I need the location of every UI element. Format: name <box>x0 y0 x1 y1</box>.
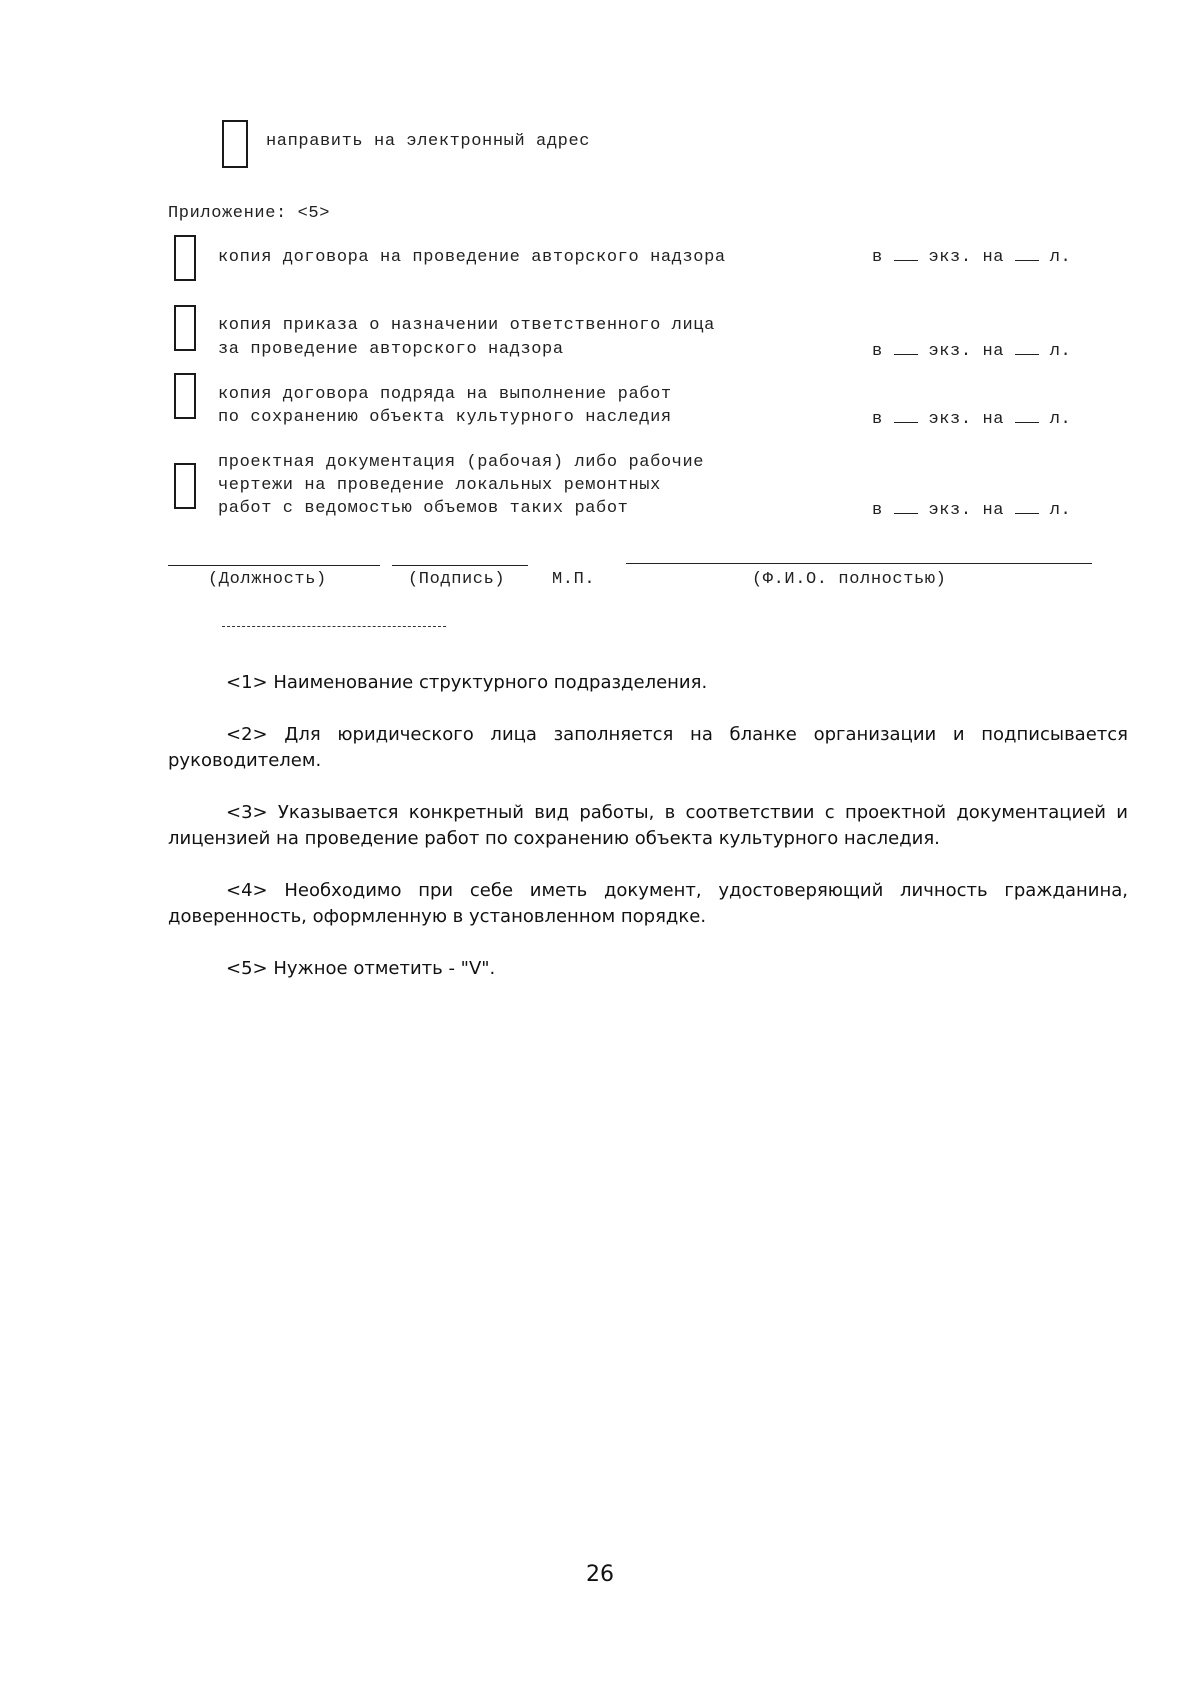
copies-l: л. <box>1049 410 1072 429</box>
footnote-4 <box>168 878 1128 930</box>
attachment-item-1-copies <box>872 246 1071 267</box>
footnote-5 <box>168 956 1128 982</box>
footnote-separator <box>222 626 446 627</box>
footnote-1 <box>168 670 1128 696</box>
copies-ekz: экз. на <box>928 248 1005 267</box>
attachment-item-3-line-2: по сохранению объекта культурного наследия <box>218 408 672 427</box>
position-caption: (Должность) <box>208 570 327 589</box>
attachment-checkbox-2[interactable] <box>174 305 196 351</box>
position-line[interactable] <box>168 565 380 566</box>
footnote-2 <box>168 722 1128 774</box>
footnote-1-text: <1> Наименование структурного подразделения. <box>226 672 708 693</box>
attachment-item-2-line-2: за проведение авторского надзора <box>218 340 564 359</box>
copies-v: в <box>872 410 883 429</box>
sheets-count-blank[interactable] <box>1015 340 1039 355</box>
attachment-checkbox-3[interactable] <box>174 373 196 419</box>
full-name-line[interactable] <box>626 563 1092 564</box>
attachment-checkbox-4[interactable] <box>174 463 196 509</box>
attachment-item-3-copies <box>872 408 1071 429</box>
sheets-count-blank[interactable] <box>1015 408 1039 423</box>
attachment-item-4-copies <box>872 499 1071 520</box>
email-delivery-label: направить на электронный адрес <box>266 132 591 151</box>
footnote-5-text: <5> Нужное отметить - "V". <box>226 958 496 979</box>
sheets-count-blank[interactable] <box>1015 246 1039 261</box>
attachment-checkbox-1[interactable] <box>174 235 196 281</box>
attachment-item-4-line-2: чертежи на проведение локальных ремонтных <box>218 476 661 495</box>
copies-count-blank[interactable] <box>894 499 918 514</box>
attachment-item-2-copies <box>872 340 1071 361</box>
copies-v: в <box>872 248 883 267</box>
copies-v: в <box>872 342 883 361</box>
copies-count-blank[interactable] <box>894 246 918 261</box>
signature-line[interactable] <box>392 565 528 566</box>
page-number: 26 <box>586 1562 614 1587</box>
stamp-caption: М.П. <box>552 570 596 589</box>
signature-caption: (Подпись) <box>408 570 506 589</box>
copies-count-blank[interactable] <box>894 408 918 423</box>
sheets-count-blank[interactable] <box>1015 499 1039 514</box>
attachment-item-3-line-1: копия договора подряда на выполнение работ <box>218 385 672 404</box>
copies-count-blank[interactable] <box>894 340 918 355</box>
attachment-item-1-line-1: копия договора на проведение авторского надзора <box>218 248 726 267</box>
copies-l: л. <box>1049 248 1072 267</box>
email-delivery-checkbox[interactable] <box>222 120 248 168</box>
footnote-3-text: <3> Указывается конкретный вид работы, в соответствии с проектной документацией и лицензией на проведение работ по сохранению объекта культурного наследия. <box>168 802 1128 849</box>
attachment-item-2-line-1: копия приказа о назначении ответственного лица <box>218 316 715 335</box>
attachment-item-4-line-3: работ с ведомостью объемов таких работ <box>218 499 629 518</box>
footnote-3 <box>168 800 1128 852</box>
copies-ekz: экз. на <box>928 501 1005 520</box>
copies-l: л. <box>1049 342 1072 361</box>
attachment-item-4-line-1: проектная документация (рабочая) либо рабочие <box>218 453 705 472</box>
full-name-caption: (Ф.И.О. полностью) <box>752 570 947 589</box>
footnote-2-text: <2> Для юридического лица заполняется на бланке организации и подписывается руководителем. <box>168 724 1128 771</box>
copies-l: л. <box>1049 501 1072 520</box>
copies-v: в <box>872 501 883 520</box>
copies-ekz: экз. на <box>928 342 1005 361</box>
footnote-4-text: <4> Необходимо при себе иметь документ, удостоверяющий личность гражданина, доверенность, оформленную в установленном порядке. <box>168 880 1128 927</box>
copies-ekz: экз. на <box>928 410 1005 429</box>
attachments-header: Приложение: <5> <box>168 204 331 223</box>
